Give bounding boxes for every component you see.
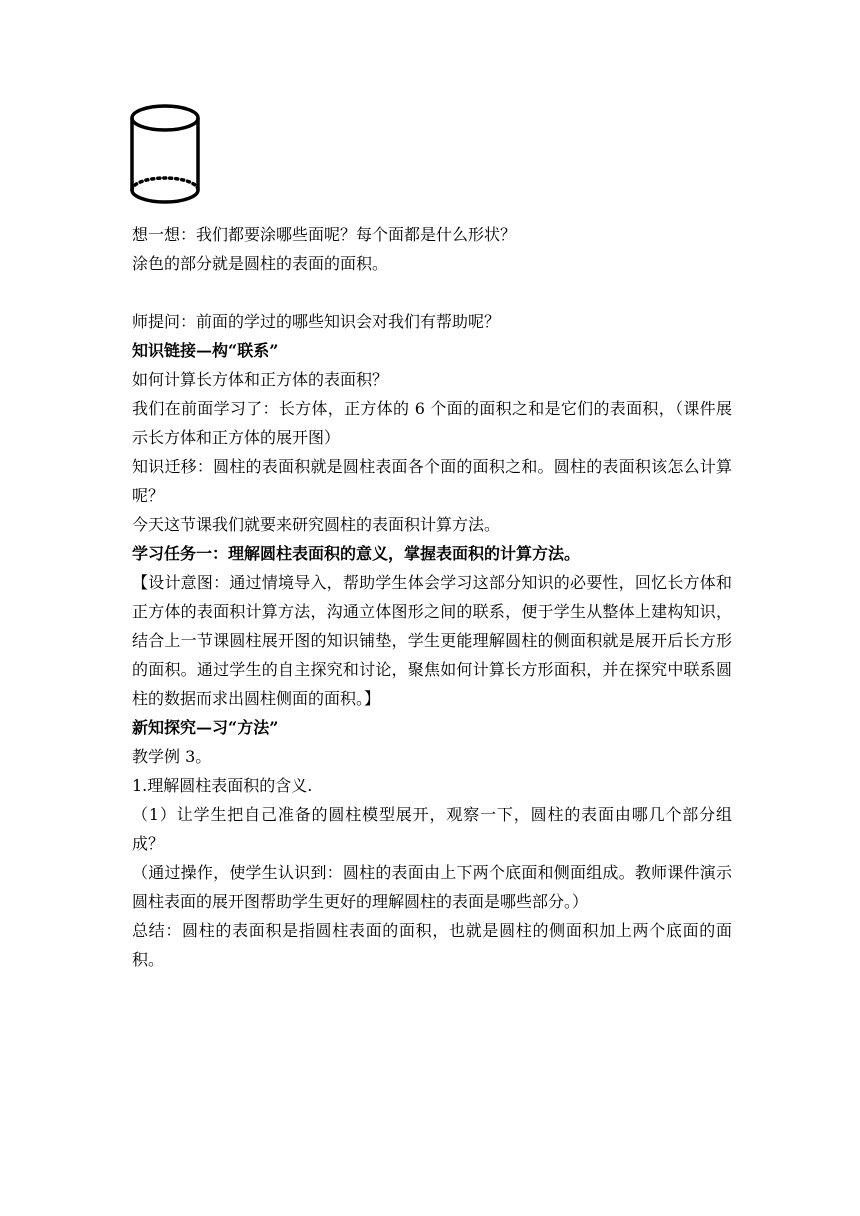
paragraph-step-one: 1.理解圆柱表面积的含义.: [132, 776, 313, 795]
heading-new-knowledge: 新知探究—习“方法”: [132, 718, 279, 737]
heading-knowledge-link: 知识链接—构“联系”: [132, 341, 279, 360]
paragraph-summary: 总结：圆柱的表面积是指圆柱表面的面积，也就是圆柱的侧面积加上两个底面的面积。: [132, 921, 732, 969]
paragraph-knowledge-transfer: 知识迁移：圆柱的表面积就是圆柱表面各个面的面积之和。圆柱的表面积该怎么计算呢？: [132, 457, 732, 505]
blank-line: [132, 278, 732, 307]
paragraph-think: 想一想：我们都要涂哪些面呢？每个面都是什么形状？: [132, 225, 517, 244]
paragraph-sub-step-one: （1）让学生把自己准备的圆柱模型展开，观察一下，圆柱的表面由哪几个部分组成？: [132, 805, 732, 853]
heading-task-one: 学习任务一：理解圆柱表面积的意义，掌握表面积的计算方法。: [132, 544, 581, 563]
paragraph-today: 今天这节课我们就要来研究圆柱的表面积计算方法。: [132, 515, 501, 534]
paragraph-review: 我们在前面学习了：长方体，正方体的 6 个面的面积之和是它们的表面积，（课件展示长方体和正方体的展开图）: [132, 399, 732, 447]
paragraph-how-to-calculate: 如何计算长方体和正方体的表面积？: [132, 370, 389, 389]
paragraph-design-intent: 【设计意图：通过情境导入，帮助学生体会学习这部分知识的必要性，回忆长方体和正方体的表面积计算方法，沟通立体图形之间的联系，便于学生从整体上建构知识，结合上一节课圆柱展开图的知识铺垫，学生更能理解圆柱的侧面积就是展开后长方形的面积。通过学生的自主探究和讨论，聚焦如何计算长方形面积，并在探究中联系圆柱的数据而求出圆柱侧面的面积。】: [132, 573, 732, 708]
paragraph-teacher-question: 师提问：前面的学过的哪些知识会对我们有帮助呢？: [132, 312, 501, 331]
document-body: [132, 220, 732, 974]
cylinder-icon: [128, 102, 202, 214]
paragraph-colored-part: 涂色的部分就是圆柱的表面的面积。: [132, 254, 389, 273]
paragraph-operation: （通过操作，使学生认识到：圆柱的表面由上下两个底面和侧面组成。教师课件演示圆柱表面的展开图帮助学生更好的理解圆柱的表面是哪些部分。）: [132, 863, 732, 911]
paragraph-example: 教学例 3。: [132, 747, 212, 766]
